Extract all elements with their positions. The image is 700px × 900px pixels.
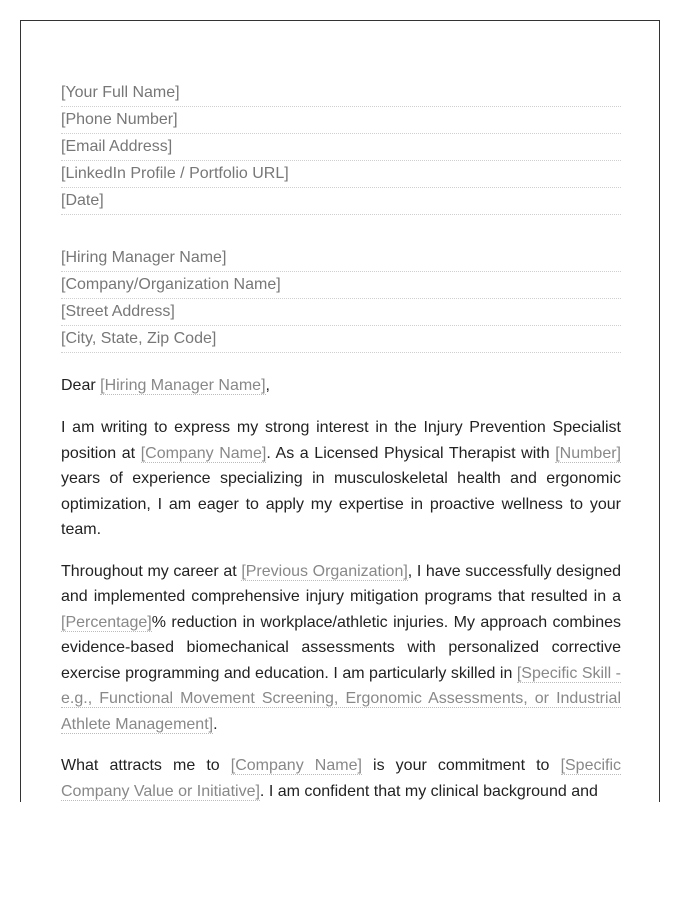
para2-text-3: % reduction in workplace/athletic injuries. My approach combines evidence-based biomechanical assessments with personalized corrective exercise programming and education. I am particularly skilled in [61,613,621,682]
para1-company-placeholder[interactable]: [Company Name] [140,444,267,462]
para3-value-placeholder[interactable]: [Specific Company Value or Initiative] [61,757,622,800]
recipient-city-state-zip[interactable]: [City, State, Zip Code] [61,326,621,353]
para3-text-3: . I am confident that my clinical background and [259,782,598,800]
para3-company-placeholder[interactable]: [Company Name] [230,757,362,774]
para2-previous-org-placeholder[interactable]: [Previous Organization] [241,562,408,580]
sender-block [61,80,621,215]
salutation-prefix: Dear [61,377,101,394]
para2-text-1: Throughout my career at [61,562,242,580]
salutation-suffix: , [265,377,270,394]
salutation [61,373,621,399]
para2-text-4: . [213,715,218,733]
letter-date[interactable]: [Date] [61,188,621,215]
para1-text-1: I am writing to express my strong interest in the Injury Prevention Specialist position at [61,419,621,462]
sender-linkedin[interactable]: [LinkedIn Profile / Portfolio URL] [61,161,621,188]
para1-number-placeholder[interactable]: [Number] [555,444,621,462]
sender-email[interactable]: [Email Address] [61,134,621,161]
sender-phone[interactable]: [Phone Number] [61,107,621,134]
block-spacer [61,215,621,245]
para1-text-2: . As a Licensed Physical Therapist with [266,444,556,462]
recipient-street[interactable]: [Street Address] [61,299,621,326]
paragraph-intro [61,415,621,543]
para1-text-3: years of experience specializing in musculoskeletal health and ergonomic optimization, I am eager to apply my expertise in proactive wellness to your team. [61,470,621,538]
sender-full-name[interactable]: [Your Full Name] [61,80,621,107]
recipient-block [61,245,621,353]
paragraph-company-fit [61,753,621,802]
salutation-name-placeholder[interactable]: [Hiring Manager Name] [100,377,266,394]
para3-text-1: What attracts me to [61,757,231,774]
recipient-hiring-manager[interactable]: [Hiring Manager Name] [61,245,621,272]
letter-content [61,80,621,802]
paragraph-experience [61,559,621,738]
para2-specific-skill-placeholder[interactable]: [Specific Skill - e.g., Functional Movement Screening, Ergonomic Assessments, or Industrial Athlete Management] [61,664,621,733]
para2-text-2: , I have successfully designed and implemented comprehensive injury mitigation programs that resulted in a [61,562,622,605]
para3-text-2: is your commitment to [361,757,561,774]
letter-page [20,20,660,802]
para2-percentage-placeholder[interactable]: [Percentage] [61,613,152,631]
recipient-company[interactable]: [Company/Organization Name] [61,272,621,299]
